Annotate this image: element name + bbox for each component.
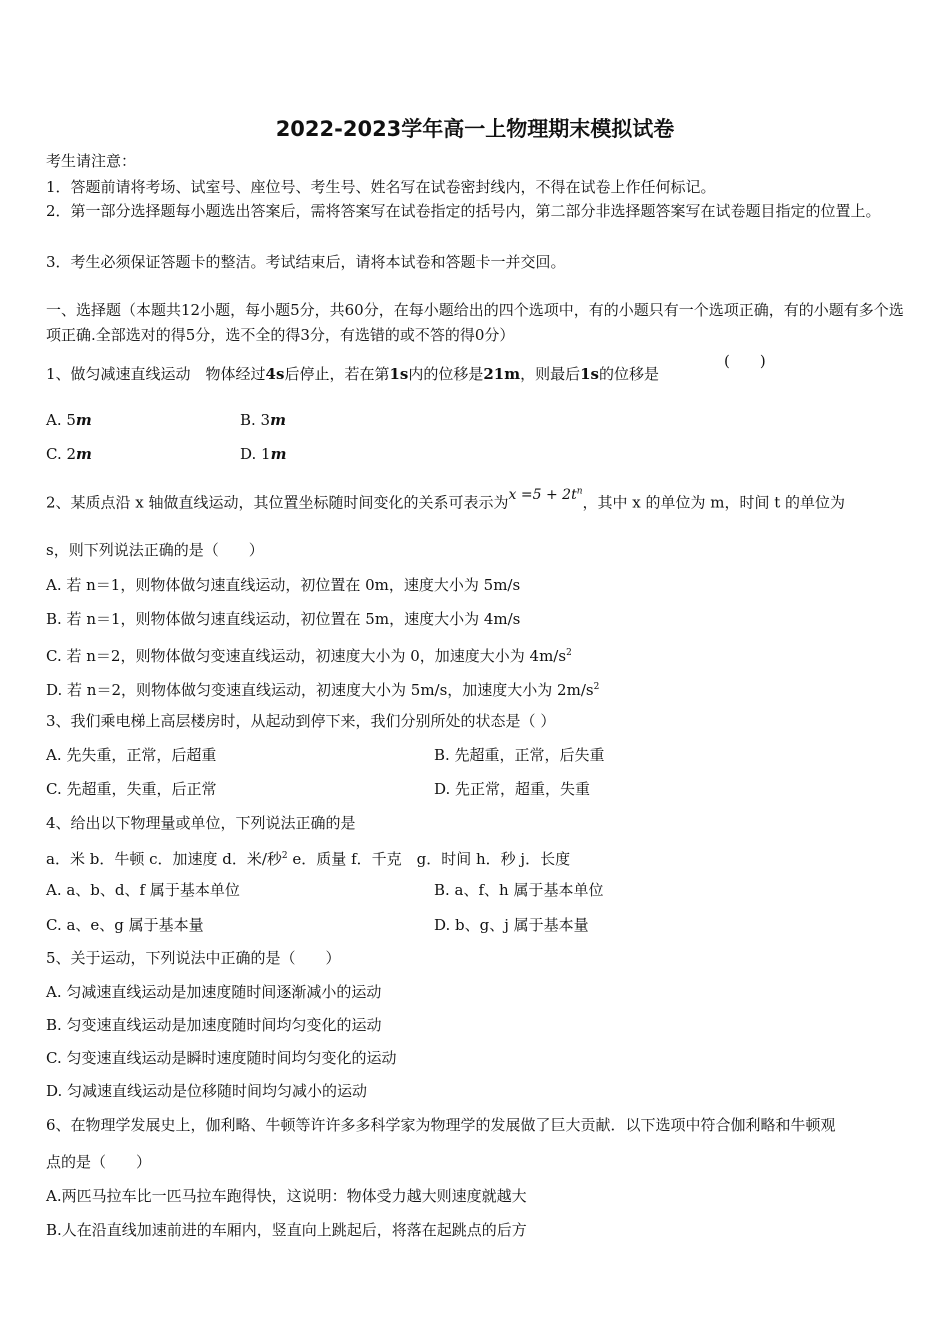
q4-option-b: B. a、f、h 属于基本单位 xyxy=(434,881,604,899)
q6-option-b: B.人在沿直线加速前进的车厢内，竖直向上跳起后，将落在起跳点的后方 xyxy=(46,1221,527,1239)
q2-formula-base: x =5 + 2t xyxy=(508,486,577,503)
q1-option-b xyxy=(240,410,286,430)
q1-option-c-unit: m xyxy=(76,445,92,463)
q1-text-b: 后停止，若在第 xyxy=(284,365,390,383)
q1-option-b-unit: m xyxy=(270,411,286,429)
q4-option-c: C. a、e、g 属于基本量 xyxy=(46,916,204,934)
q1-option-a-unit: m xyxy=(75,411,92,429)
q5-option-c: C. 匀变速直线运动是瞬时速度随时间均匀变化的运动 xyxy=(46,1049,397,1067)
q1-option-a xyxy=(46,410,92,430)
q1-option-a-label: A. 5 xyxy=(46,411,76,429)
q2-text-b: ，其中 x 的单位为 m，时间 t 的单位为 xyxy=(582,493,846,512)
exam-title: 2022-2023学年高一上物理期末模拟试卷 xyxy=(275,117,675,141)
q1-option-c xyxy=(46,444,92,464)
q2-option-c-superscript: 2 xyxy=(566,648,572,658)
q3-option-d: D. 先正常，超重，失重 xyxy=(434,780,591,798)
question-2-stem xyxy=(46,486,846,514)
q2-text-a: 2、某质点沿 x 轴做直线运动，其位置坐标随时间变化的关系可表示为 xyxy=(46,493,509,512)
q2-option-b: B. 若 n＝1，则物体做匀速直线运动，初位置在 5m，速度大小为 4m/s xyxy=(46,610,521,628)
q4-item-list-superscript: 2 xyxy=(281,851,288,861)
q1-text-a: 1、做匀减速直线运动 物体经过 xyxy=(46,365,266,383)
q1-option-b-label: B. 3 xyxy=(240,411,271,429)
notice-item-2: 2．第一部分选择题每小题选出答案后，需将答案写在试卷指定的括号内，第二部分非选择题答案写在试卷题目指定的位置上。 xyxy=(46,202,881,220)
q4-item-list xyxy=(46,846,570,869)
q1-value-2: 1s xyxy=(389,365,409,383)
question-4-stem: 4、给出以下物理量或单位，下列说法正确的是 xyxy=(46,814,356,832)
q3-option-b: B. 先超重，正常，后失重 xyxy=(434,746,605,764)
q1-text-e: 的位移是 xyxy=(599,365,660,383)
q4-item-list-a: a．米 b．牛顿 c．加速度 d．米/秒 xyxy=(46,850,282,868)
q5-option-d: D. 匀减速直线运动是位移随时间均匀减小的运动 xyxy=(46,1082,368,1100)
q1-option-d-label: D. 1 xyxy=(240,445,271,463)
q2-option-c xyxy=(46,643,572,666)
notice-item-1: 1．答题前请将考场、试室号、座位号、考生号、姓名写在试卷密封线内，不得在试卷上作任何标记。 xyxy=(46,178,716,196)
q2-option-d xyxy=(46,677,599,700)
q6-stem-continued: 点的是（ ） xyxy=(46,1153,152,1171)
question-6-stem: 6、在物理学发展史上，伽利略、牛顿等许许多多科学家为物理学的发展做了巨大贡献．以下选项中符合伽利略和牛顿观 xyxy=(46,1116,836,1134)
section-1-heading: 一、选择题（本题共12小题，每小题5分，共60分，在每小题给出的四个选项中，有的小题只有一个选项正确，有的小题有多个选项正确.全部选对的得5分，选不全的得3分，有选错的或不答的得0分） xyxy=(46,301,904,344)
q1-option-c-label: C. 2 xyxy=(46,445,77,463)
question-3-stem: 3、我们乘电梯上高层楼房时，从起动到停下来，我们分别所处的状态是（ ） xyxy=(46,712,556,730)
q1-answer-paren: ( ) xyxy=(724,352,766,370)
q4-option-d: D. b、g、j 属于基本量 xyxy=(434,916,589,934)
q3-option-c: C. 先超重，失重，后正常 xyxy=(46,780,217,798)
q1-text-c: 内的位移是 xyxy=(408,365,484,383)
notice-heading: 考生请注意： xyxy=(46,152,137,170)
notice-item-3: 3．考生必须保证答题卡的整洁。考试结束后，请将本试卷和答题卡一并交回。 xyxy=(46,253,566,271)
q4-option-a: A. a、b、d、f 属于基本单位 xyxy=(46,881,240,899)
q4-item-list-b: e．质量 f．千克 g．时间 h．秒 j．长度 xyxy=(287,850,571,868)
q1-text-d: ，则最后 xyxy=(520,365,581,383)
q5-option-b: B. 匀变速直线运动是加速度随时间均匀变化的运动 xyxy=(46,1016,382,1034)
q1-value-1: 4s xyxy=(265,365,285,383)
q6-option-a: A.两匹马拉车比一匹马拉车跑得快，这说明：物体受力越大则速度就越大 xyxy=(46,1187,527,1205)
q1-option-d-unit: m xyxy=(270,445,287,463)
q2-option-d-superscript: 2 xyxy=(593,682,600,692)
q2-option-d-text: D. 若 n＝2，则物体做匀变速直线运动，初速度大小为 5m/s，加速度大小为 2m/s xyxy=(46,681,594,699)
q1-value-4: 1s xyxy=(580,365,600,383)
q3-option-a: A. 先失重，正常，后超重 xyxy=(46,746,217,764)
question-5-stem: 5、关于运动，下列说法中正确的是（ ） xyxy=(46,949,341,967)
question-1-stem xyxy=(46,364,659,384)
q2-option-a: A. 若 n＝1，则物体做匀速直线运动，初位置在 0m，速度大小为 5m/s xyxy=(46,576,521,594)
q2-formula-exponent: n xyxy=(576,486,583,496)
q1-value-3: 21m xyxy=(483,365,521,383)
q1-option-d xyxy=(240,444,286,464)
q2-stem-continued: s，则下列说法正确的是（ ） xyxy=(46,541,264,559)
q2-formula xyxy=(509,487,583,503)
q2-option-c-text: C. 若 n＝2，则物体做匀变速直线运动，初速度大小为 0，加速度大小为 4m/s xyxy=(46,647,567,665)
q5-option-a: A. 匀减速直线运动是加速度随时间逐渐减小的运动 xyxy=(46,983,382,1001)
